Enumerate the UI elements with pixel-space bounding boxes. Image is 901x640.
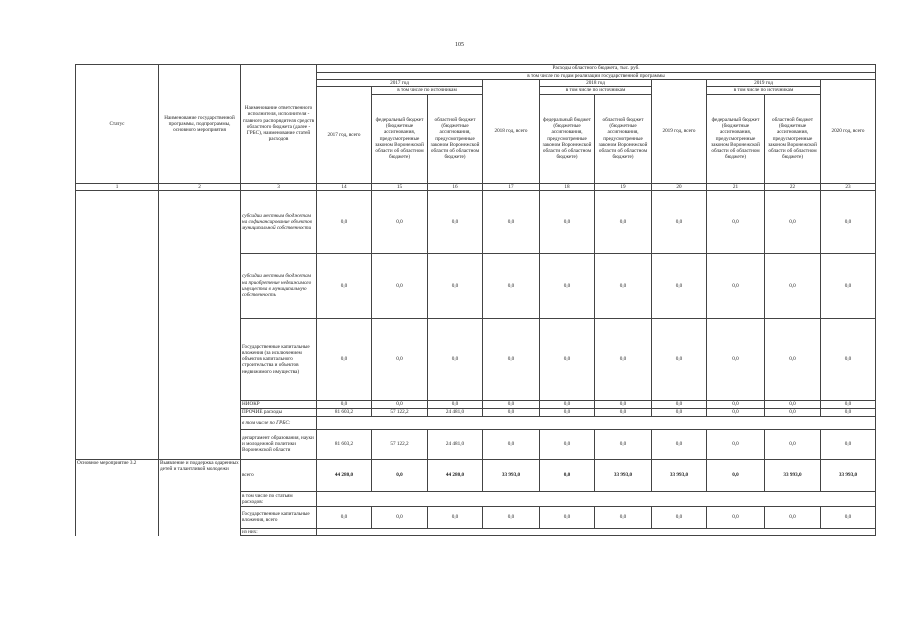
cell-value: 33 993,0 bbox=[483, 459, 540, 491]
page-number: 105 bbox=[455, 42, 464, 48]
row-label: всего bbox=[241, 459, 317, 491]
cell-value: 0,0 bbox=[765, 190, 821, 253]
cell-value: 33 993,0 bbox=[595, 459, 652, 491]
col-number: 17 bbox=[483, 183, 540, 190]
header-by-years: в том числе по годам реализации государственной программы bbox=[317, 73, 876, 80]
row-label: НИОКР bbox=[241, 400, 317, 408]
header-total-2019: 2019 год, всего bbox=[652, 80, 707, 183]
cell-value: 81 603,2 bbox=[317, 429, 372, 459]
cell-value: 0,0 bbox=[707, 190, 765, 253]
cell-value: 0,0 bbox=[540, 253, 595, 318]
cell-value: 0,0 bbox=[652, 506, 707, 528]
cell-value: 0,0 bbox=[595, 190, 652, 253]
header-regional-2018: областной бюджет (бюджетные ассигнования, предусмотренные законом Воронежской области об областном бюджете) bbox=[595, 94, 652, 183]
cell-value: 0,0 bbox=[483, 408, 540, 416]
cell-value: 0,0 bbox=[652, 429, 707, 459]
cell-value: 0,0 bbox=[428, 506, 483, 528]
header-federal-2017: федеральный бюджет (бюджетные ассигнования, предусмотренные законом Воронежской области об областном бюджете) bbox=[372, 94, 428, 183]
header-federal-2019: федеральный бюджет (бюджетные ассигнования, предусмотренные законом Воронежской области об областном бюджете) bbox=[707, 94, 765, 183]
cell-value: 33 993,0 bbox=[821, 459, 876, 491]
cell-value: 0,0 bbox=[317, 506, 372, 528]
cell-value: 0,0 bbox=[707, 253, 765, 318]
cell-value: 0,0 bbox=[540, 459, 595, 491]
measure-name: Выявление и поддержка одаренных детей и талантливой молодежи bbox=[159, 459, 241, 535]
cell-value: 0,0 bbox=[821, 506, 876, 528]
cell-value: 0,0 bbox=[540, 190, 595, 253]
cell-value: 0,0 bbox=[595, 318, 652, 400]
cell-value: 0,0 bbox=[540, 408, 595, 416]
cell-value: 0,0 bbox=[483, 190, 540, 253]
col-number: 14 bbox=[317, 183, 372, 190]
cell-value: 0,0 bbox=[765, 408, 821, 416]
cell-value: 0,0 bbox=[372, 506, 428, 528]
header-regional-2017: областной бюджет (бюджетные ассигнования, предусмотренные законом Воронежской области об областном бюджете) bbox=[428, 94, 483, 183]
row-label: из них: bbox=[241, 528, 317, 535]
col-number: 3 bbox=[241, 183, 317, 190]
cell-value: 0,0 bbox=[821, 429, 876, 459]
cell-value: 0,0 bbox=[765, 318, 821, 400]
header-expenses: Расходы областного бюджета, тыс. руб. bbox=[317, 65, 876, 73]
cell-value: 0,0 bbox=[707, 408, 765, 416]
header-sources-2018: в том числе по источникам bbox=[540, 87, 652, 94]
cell-value: 57 122,2 bbox=[372, 408, 428, 416]
measure-status: Основное мероприятие 3.2 bbox=[76, 459, 159, 535]
cell-value: 0,0 bbox=[317, 400, 372, 408]
cell-value: 0,0 bbox=[595, 400, 652, 408]
cell-value: 0,0 bbox=[765, 506, 821, 528]
cell-value: 0,0 bbox=[707, 506, 765, 528]
col-number: 19 bbox=[595, 183, 652, 190]
cell-value: 0,0 bbox=[483, 429, 540, 459]
header-sources-2017: в том числе по источникам bbox=[372, 87, 483, 94]
cell-value: 0,0 bbox=[540, 429, 595, 459]
table-row bbox=[76, 190, 876, 253]
col-number: 2 bbox=[159, 183, 241, 190]
cell-value: 0,0 bbox=[652, 408, 707, 416]
col-number: 22 bbox=[765, 183, 821, 190]
row-label: департамент образования, науки и молодежной политики Воронежской области bbox=[241, 429, 317, 459]
row-label: Государственные капитальные вложения (за исключением объектов капитального строительства и объектов недвижимого имущества) bbox=[241, 318, 317, 400]
col-number: 16 bbox=[428, 183, 483, 190]
cell-value: 0,0 bbox=[707, 459, 765, 491]
cell-value: 0,0 bbox=[821, 190, 876, 253]
cell-value: 0,0 bbox=[821, 408, 876, 416]
cell-value: 0,0 bbox=[428, 253, 483, 318]
cell-value: 0,0 bbox=[483, 253, 540, 318]
col-number: 1 bbox=[76, 183, 159, 190]
cell-value: 0,0 bbox=[707, 318, 765, 400]
header-federal-2018: федеральный бюджет (бюджетные ассигнования, предусмотренные законом Воронежской области об областном бюджете) bbox=[540, 94, 595, 183]
cell-value: 0,0 bbox=[372, 400, 428, 408]
cell-value: 0,0 bbox=[765, 429, 821, 459]
cell-value: 81 603,2 bbox=[317, 408, 372, 416]
cell-value: 0,0 bbox=[428, 318, 483, 400]
cell-value: 0,0 bbox=[652, 318, 707, 400]
cell-value: 0,0 bbox=[595, 429, 652, 459]
cell-value: 0,0 bbox=[707, 400, 765, 408]
cell-value: 0,0 bbox=[821, 253, 876, 318]
cell-value: 0,0 bbox=[372, 318, 428, 400]
header-total-2020: 2020 год, всего bbox=[821, 80, 876, 183]
col-number: 21 bbox=[707, 183, 765, 190]
row-label: ПРОЧИЕ расходы bbox=[241, 408, 317, 416]
row-label: субсидии местным бюджетам на приобретение недвижимого имущества в муниципальную собственность bbox=[241, 253, 317, 318]
budget-table bbox=[75, 64, 876, 536]
cell-value: 0,0 bbox=[372, 253, 428, 318]
col-number: 18 bbox=[540, 183, 595, 190]
col-number: 23 bbox=[821, 183, 876, 190]
cell-value: 0,0 bbox=[595, 506, 652, 528]
col-number: 15 bbox=[372, 183, 428, 190]
row-label: в том числе по статьям расходов: bbox=[241, 491, 317, 506]
header-responsible: Наименование ответственного исполнителя, исполнителя - главного распорядителя средств областного бюджета (далее - ГРБС), наименование статей расходов bbox=[241, 65, 317, 184]
cell-value: 0,0 bbox=[372, 459, 428, 491]
header-year-2019: 2019 год bbox=[707, 80, 821, 87]
column-numbers-row bbox=[76, 183, 876, 190]
cell-value: 0,0 bbox=[428, 190, 483, 253]
table-row bbox=[76, 459, 876, 491]
cell-value: 33 993,0 bbox=[652, 459, 707, 491]
header-total-2017: 2017 год, всего bbox=[317, 87, 372, 183]
cell-value: 24 481,0 bbox=[428, 429, 483, 459]
cell-value: 0,0 bbox=[595, 253, 652, 318]
header-regional-2019: областной бюджет (бюджетные ассигнования, предусмотренные законом Воронежской области об областном бюджете) bbox=[765, 94, 821, 183]
header-year-2017: 2017 год bbox=[317, 80, 483, 87]
cell-value: 57 122,2 bbox=[372, 429, 428, 459]
cell-value: 0,0 bbox=[595, 408, 652, 416]
cell-value: 0,0 bbox=[483, 318, 540, 400]
cell-value: 0,0 bbox=[652, 400, 707, 408]
cell-value: 0,0 bbox=[540, 400, 595, 408]
cell-value: 0,0 bbox=[540, 506, 595, 528]
cell-value: 0,0 bbox=[765, 253, 821, 318]
cell-value: 44 280,0 bbox=[317, 459, 372, 491]
cell-value: 44 280,0 bbox=[428, 459, 483, 491]
cell-value: 0,0 bbox=[765, 400, 821, 408]
header-sources-2019: в том числе по источникам bbox=[707, 87, 821, 94]
cell-value: 33 993,0 bbox=[765, 459, 821, 491]
row-label: в том числе по ГРБС: bbox=[241, 416, 317, 429]
row-label: Государственные капитальные вложения, всего bbox=[241, 506, 317, 528]
header-status: Статус bbox=[76, 65, 159, 184]
cell-value: 0,0 bbox=[652, 253, 707, 318]
row-label: субсидии местным бюджетам на софинансирование объектов муниципальной собственности bbox=[241, 190, 317, 253]
cell-value: 0,0 bbox=[821, 318, 876, 400]
header-total-2018: 2018 год, всего bbox=[483, 80, 540, 183]
cell-value: 0,0 bbox=[483, 400, 540, 408]
cell-value: 0,0 bbox=[652, 190, 707, 253]
cell-value: 0,0 bbox=[317, 253, 372, 318]
header-program-name: Наименование государственной программы, подпрограммы, основного мероприятия bbox=[159, 65, 241, 184]
cell-value: 0,0 bbox=[428, 400, 483, 408]
header-year-2018: 2018 год bbox=[540, 80, 652, 87]
cell-value: 0,0 bbox=[707, 429, 765, 459]
cell-value: 0,0 bbox=[483, 506, 540, 528]
cell-value: 24 481,0 bbox=[428, 408, 483, 416]
cell-value: 0,0 bbox=[372, 190, 428, 253]
cell-value: 0,0 bbox=[317, 190, 372, 253]
cell-value: 0,0 bbox=[821, 400, 876, 408]
col-number: 20 bbox=[652, 183, 707, 190]
cell-value: 0,0 bbox=[540, 318, 595, 400]
cell-value: 0,0 bbox=[317, 318, 372, 400]
